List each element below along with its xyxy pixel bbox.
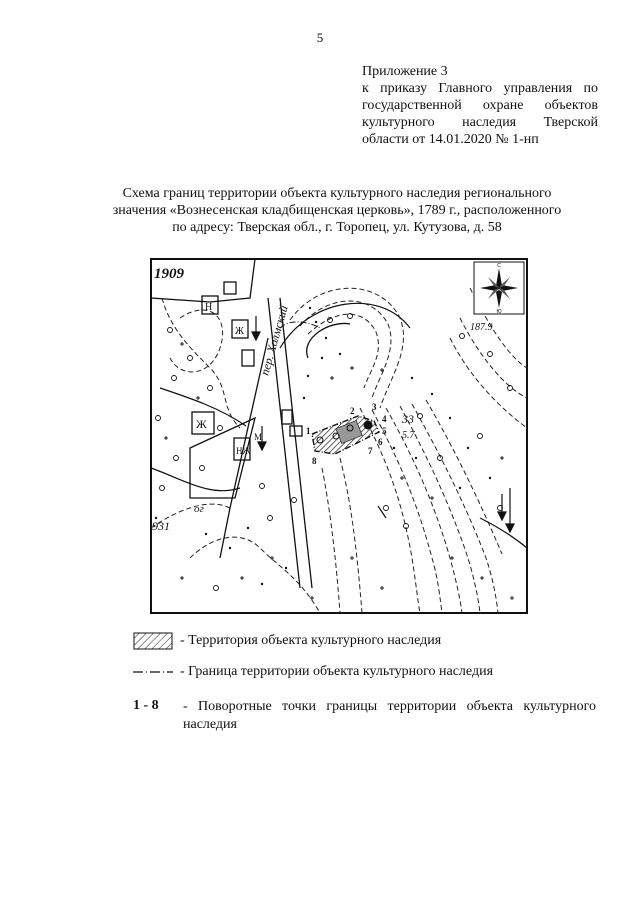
map-label-n: Н [205, 302, 213, 313]
point-label-5: 5 [382, 426, 387, 436]
map-crosses [164, 342, 514, 600]
legend-hatch-swatch [133, 632, 173, 650]
map-label-931: 931 [152, 519, 170, 533]
appendix-line: к приказу Главного управления по [362, 81, 598, 96]
compass-n-label: С [497, 263, 501, 269]
legend-points-range: 1 - 8 [133, 698, 159, 713]
point-label-3: 3 [372, 402, 377, 412]
map-label-1909: 1909 [154, 266, 184, 282]
appendix-line: Приложение 3 [362, 64, 448, 79]
compass-icon [474, 262, 524, 314]
map-label-m: М [254, 432, 263, 442]
map-label-ni: НЖ [236, 446, 251, 456]
document-title [88, 185, 586, 236]
title-line: по адресу: Тверская обл., г. Торопец, ул. Кутузова, д. 58 [172, 220, 502, 235]
map-label-og: ог [194, 503, 204, 515]
legend-boundary-text: - Граница территории объекта культурного наследия [180, 664, 494, 679]
compass-s-label: Ю [496, 309, 502, 315]
legend-boundary-swatch [133, 668, 173, 676]
map-label-33: 33 [402, 412, 414, 426]
map-label-zh-2: Ж [196, 417, 207, 431]
map-label-187: 187.9 [470, 322, 493, 333]
map-label-5-7: 5.7 [402, 430, 415, 441]
title-line: значения «Вознесенская кладбищенская церковь», 1789 г., расположенного [112, 203, 562, 218]
map-label-street: пер. Холмский [257, 303, 291, 377]
building-blocks [151, 259, 302, 498]
legend-points-line1: - Поворотные точки границы территории объекта культурного [183, 699, 596, 714]
legend-points-description [183, 698, 596, 734]
boundary-map [150, 258, 528, 614]
point-label-7: 7 [368, 446, 373, 456]
page-number: 5 [316, 30, 324, 45]
point-label-2: 2 [350, 406, 355, 416]
appendix-line: области от 14.01.2020 № 1-нп [362, 132, 539, 147]
appendix-line: государственной охране объектов [362, 98, 598, 113]
point-label-1: 1 [306, 426, 311, 436]
title-line: Схема границ территории объекта культурного наследия регионального [122, 186, 552, 201]
legend-points-line2: наследия [183, 717, 237, 732]
map-label-zh: Ж [235, 326, 244, 337]
legend-territory-text: - Территория объекта культурного наследия [180, 633, 442, 648]
point-label-8: 8 [312, 456, 317, 466]
appendix-header [362, 63, 598, 148]
point-label-4: 4 [382, 414, 387, 424]
appendix-line: культурного наследия Тверской [362, 115, 598, 130]
point-label-6: 6 [378, 437, 383, 447]
